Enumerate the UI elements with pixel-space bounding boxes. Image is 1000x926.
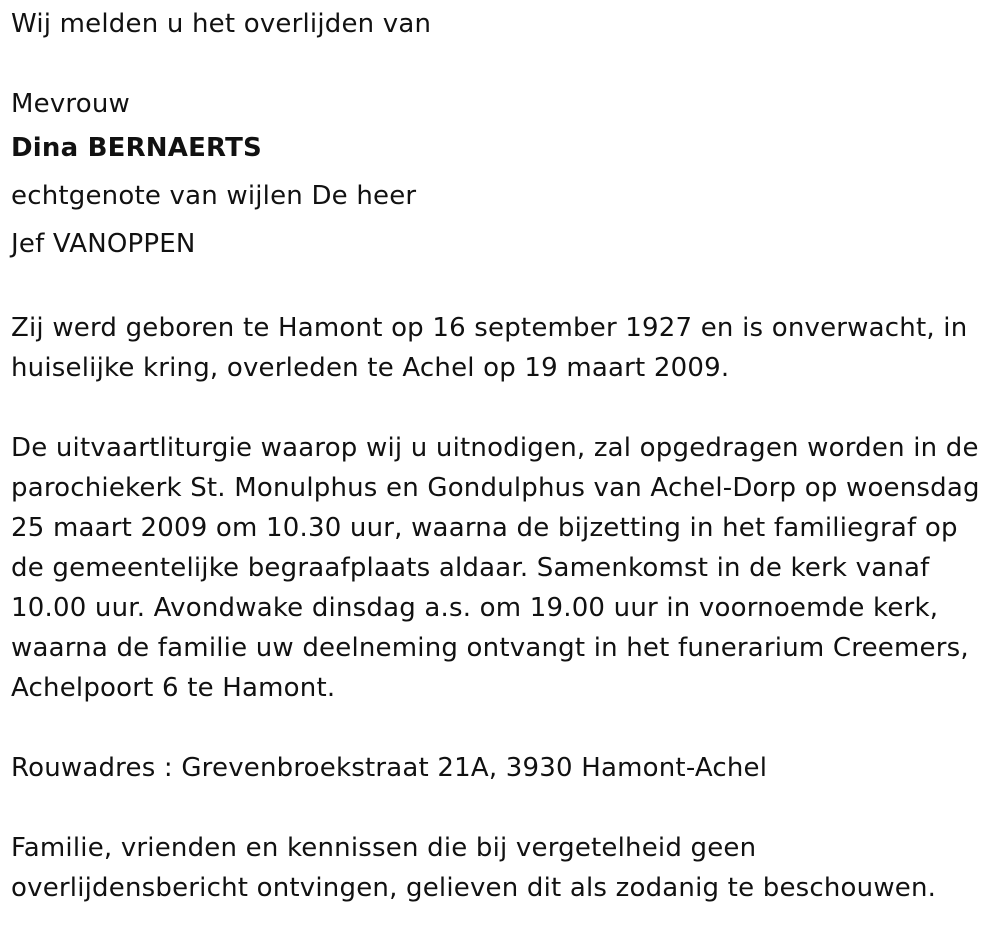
paragraph-line: Achelpoort 6 te Hamont. bbox=[11, 673, 336, 703]
spacer bbox=[11, 788, 996, 828]
paragraph-line: de gemeentelijke begraafplaats aldaar. Samenkomst in de kerk vanaf bbox=[11, 553, 930, 583]
funeral-paragraph bbox=[11, 428, 996, 708]
birth-death-paragraph bbox=[11, 308, 996, 388]
paragraph-line: 10.00 uur. Avondwake dinsdag a.s. om 19.00 uur in voornoemde kerk, bbox=[11, 593, 939, 623]
intro-line: Wij melden u het overlijden van bbox=[11, 9, 432, 39]
paragraph-line: Zij werd geboren te Hamont op 16 september 1927 en is onverwacht, in bbox=[11, 313, 968, 343]
spacer bbox=[11, 44, 996, 84]
deceased-name: Dina BERNAERTS bbox=[11, 133, 262, 163]
salutation: Mevrouw bbox=[11, 89, 130, 119]
paragraph-line: waarna de familie uw deelneming ontvangt in het funerarium Creemers, bbox=[11, 633, 969, 663]
paragraph-line: 25 maart 2009 om 10.30 uur, waarna de bijzetting in het familiegraf op bbox=[11, 513, 958, 543]
spacer bbox=[11, 708, 996, 748]
paragraph-line: Familie, vrienden en kennissen die bij vergetelheid geen bbox=[11, 833, 757, 863]
spouse-name: Jef VANOPPEN bbox=[11, 229, 196, 259]
spacer bbox=[11, 388, 996, 428]
paragraph-line: overlijdensbericht ontvingen, gelieven dit als zodanig te beschouwen. bbox=[11, 873, 937, 903]
spacer bbox=[11, 268, 996, 308]
paragraph-line: huiselijke kring, overleden te Achel op 19 maart 2009. bbox=[11, 353, 730, 383]
closing-paragraph bbox=[11, 828, 996, 908]
mourning-address: Rouwadres : Grevenbroekstraat 21A, 3930 Hamont-Achel bbox=[11, 753, 768, 783]
paragraph-line: De uitvaartliturgie waarop wij u uitnodigen, zal opgedragen worden in de bbox=[11, 433, 979, 463]
death-notice bbox=[11, 4, 996, 908]
spouse-relation: echtgenote van wijlen De heer bbox=[11, 181, 417, 211]
paragraph-line: parochiekerk St. Monulphus en Gondulphus van Achel-Dorp op woensdag bbox=[11, 473, 980, 503]
